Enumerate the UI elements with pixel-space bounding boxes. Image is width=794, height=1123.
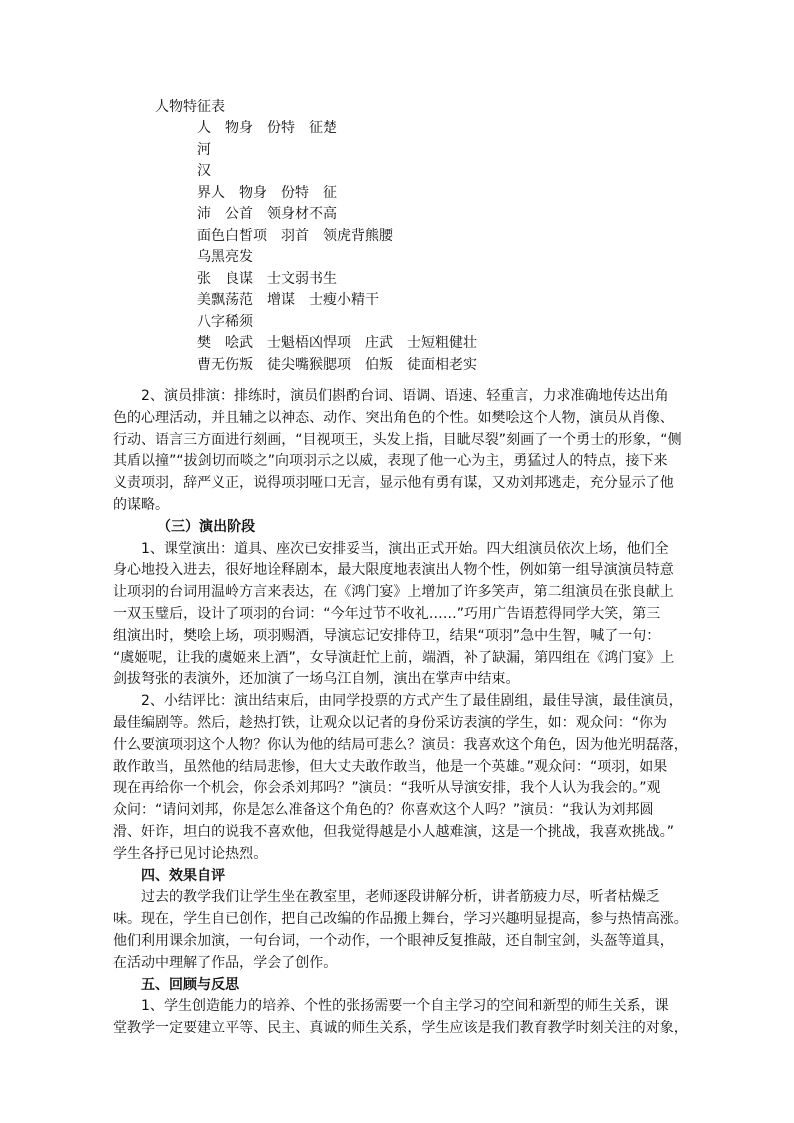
paragraph-line: 堂教学一定要建立平等、民主、真诚的师生关系，学生应该是我们教育教学时刻关注的对象， (113, 1020, 688, 1037)
paragraph-line: 他们利用课余加演，一句台词，一个动作，一个眼神反复推敲，还自制宝剑，头盔等道具， (113, 932, 674, 949)
paragraph-line: 过去的教学我们让学生坐在教室里，老师逐段讲解分析，讲者筋疲力尽，听者枯燥乏 (141, 889, 660, 906)
paragraph-line: 1、课堂演出：道具、座次已安排妥当，演出正式开始。四大组演员依次上场，他们全 (141, 540, 669, 557)
paragraph-line: 其盾以撞”“拔剑切而啖之”向项羽示之以威，表现了他一心为主，勇猛过人的特点，接下来 (113, 453, 668, 470)
paragraph-line: 敢作敢当，虽然他的结局悲惨，但大丈夫敢作敢当，他是一个英雄。”观众问：“项羽，如果 (113, 758, 668, 775)
paragraph-line: 身心地投入进去，很好地诠释剧本，最大限度地表演出人物个性，例如第一组导演演员特意 (113, 562, 674, 579)
table-line: 河 (197, 141, 211, 158)
table-line: 面色白皙项 羽首 领虎背熊腰 (197, 227, 393, 244)
table-line: 美飘荡范 增谋 士瘦小精干 (197, 292, 379, 308)
paragraph-line: 味。现在，学生自已创作，把自己改编的作品搬上舞台，学习兴趣明显提高，参与热情高涨。 (113, 911, 688, 928)
paragraph-line: 什么要演项羽这个人物？你认为他的结局可悲么？演员：我喜欢这个角色，因为他光明磊落， (113, 736, 688, 753)
paragraph-line: 组演出时，樊哙上场，项羽赐酒，导演忘记安排侍卫，结果“项羽”急中生智，喊了一句： (113, 627, 661, 644)
paragraph-line: 色的心理活动，并且辅之以神态、动作、突出角色的个性。如樊哙这个人物，演员从肖像、 (113, 409, 674, 426)
table-line: 沛 公首 领身材不高 (197, 206, 337, 222)
table-title: 人物特征表 (155, 99, 225, 115)
table-line: 八字稀须 (197, 313, 253, 330)
paragraph-line: 行动、语言三方面进行刻画，“目视项王，头发上指，目眦尽裂”刻画了一个勇士的形象，“侧 (113, 431, 682, 448)
paragraph-line: 剑拔弩张的表演外，还加演了一场乌江自刎，演出在掌声中结束。 (113, 671, 520, 688)
section-heading: （三）演出阶段 (157, 518, 256, 535)
table-line: 乌黑亮发 (197, 249, 253, 265)
table-line: 张 良谋 士文弱书生 (197, 270, 337, 287)
paragraph-line: 学生各抒已见讨论热烈。 (113, 845, 268, 862)
section-heading: 五、回顾与反思 (141, 976, 240, 993)
section-heading: 四、效果自评 (141, 867, 226, 884)
paragraph-line: 2、演员排演：排练时，演员们斟酌台词、语调、语速、轻重言，力求准确地传达出角 (141, 388, 669, 404)
paragraph-line: 2、小结评比：演出结束后，由同学投票的方式产生了最佳剧组，最佳导演，最佳演员， (141, 693, 683, 710)
table-line: 人 物身 份特 征楚 (197, 120, 337, 136)
table-line: 樊 哙武 士魁梧凶悍项 庄武 士短粗健壮 (197, 335, 477, 351)
paragraph-line: 的谋略。 (113, 496, 170, 513)
paragraph-line: 1、学生创造能力的培养、个性的张扬需要一个自主学习的空间和新型的师生关系，课 (141, 998, 669, 1015)
paragraph-line: 现在再给你一个机会，你会杀刘邦吗？”演员：“我听从导演安排，我个人认为我会的。”观 (113, 780, 661, 797)
paragraph-line: 义责项羽，辞严义正，说得项羽哑口无言，显示他有勇有谋，又劝刘邦逃走，充分显示了他 (113, 475, 674, 492)
paragraph-line: 滑、奸诈，坦白的说我不喜欢他，但我觉得越是小人越难演，这是一个挑战，我喜欢挑战。” (113, 823, 675, 840)
table-line: 汉 (197, 163, 211, 179)
table-line: 界人 物身 份特 征 (197, 184, 337, 201)
paragraph-line: 一双玉璧后，设计了项羽的台词：“今年过节不收礼……”巧用广告语惹得同学大笑，第三 (113, 605, 661, 622)
paragraph-line: 众问：“请问刘邦，你是怎么准备这个角色的？你喜欢这个人吗？”演员：“我认为刘邦圆 (113, 802, 654, 819)
character-table (197, 118, 477, 376)
table-line: 曹无伤叛 徒尖嘴猴腮项 伯叛 徒面相老实 (197, 356, 477, 373)
paragraph-line: “虞姬呢，让我的虞姬来上酒”，女导演赶忙上前，端酒，补了缺漏，第四组在《鸿门宴》上 (113, 649, 675, 666)
paragraph-line: 让项羽的台词用温岭方言来表达，在《鸿门宴》上增加了许多笑声，第二组演员在张良献上 (113, 584, 674, 601)
paragraph-line: 在活动中理解了作品，学会了创作。 (113, 954, 338, 971)
paragraph-line: 最佳编剧等。然后，趁热打铁，让观众以记者的身份采访表演的学生，如：观众问：“你为 (113, 714, 668, 731)
body-text (113, 386, 688, 1040)
